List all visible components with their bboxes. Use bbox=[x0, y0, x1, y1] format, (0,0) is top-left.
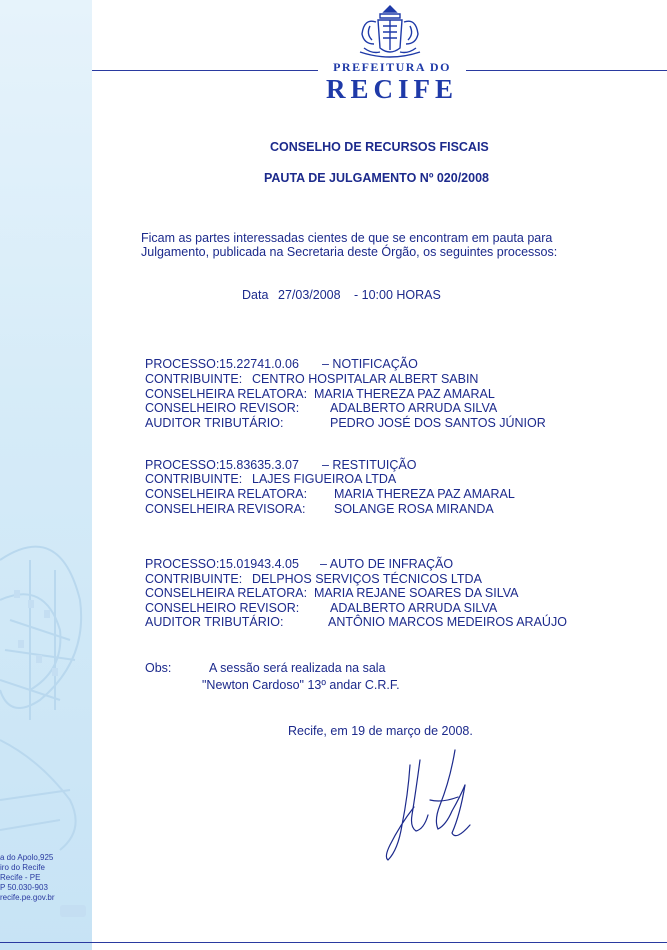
auditor-value: ANTÔNIO MARCOS MEDEIROS ARAÚJO bbox=[328, 615, 567, 629]
contribuinte-value: LAJES FIGUEIROA LTDA bbox=[252, 472, 397, 486]
revisor-label: CONSELHEIRO REVISOR: bbox=[145, 601, 300, 615]
footer-address bbox=[0, 853, 55, 903]
auditor-label: AUDITOR TRIBUTÁRIO: bbox=[145, 416, 284, 430]
processo-type: – NOTIFICAÇÃO bbox=[322, 357, 418, 371]
city-watermark bbox=[0, 0, 92, 950]
footer-line: iro do Recife bbox=[0, 863, 45, 872]
processo-label: PROCESSO: bbox=[145, 357, 220, 371]
agenda-title: PAUTA DE JULGAMENTO Nº 020/2008 bbox=[264, 171, 489, 185]
revisor-value: SOLANGE ROSA MIRANDA bbox=[334, 502, 494, 516]
footer-line: a do Apolo,925 bbox=[0, 853, 54, 862]
obs-line-2: "Newton Cardoso" 13º andar C.R.F. bbox=[202, 678, 400, 692]
processo-label: PROCESSO: bbox=[145, 458, 220, 472]
relator-label: CONSELHEIRA RELATORA: bbox=[145, 487, 308, 501]
relator-value: MARIA THEREZA PAZ AMARAL bbox=[334, 487, 515, 501]
relator-label: CONSELHEIRA RELATORA: bbox=[145, 387, 308, 401]
intro-line-2: Julgamento, publicada na Secretaria deste Órgão, os seguintes processos: bbox=[141, 245, 558, 259]
brand-recife: RECIFE bbox=[325, 74, 458, 104]
session-label: Data bbox=[242, 288, 269, 302]
session-time: - 10:00 HORAS bbox=[354, 288, 441, 302]
processo-type: – RESTITUIÇÃO bbox=[322, 458, 417, 472]
contribuinte-label: CONTRIBUINTE: bbox=[145, 572, 243, 586]
footer-rule bbox=[0, 942, 667, 943]
revisor-value: ADALBERTO ARRUDA SILVA bbox=[330, 601, 498, 615]
auditor-value: PEDRO JOSÉ DOS SANTOS JÚNIOR bbox=[330, 416, 546, 430]
contribuinte-value: CENTRO HOSPITALAR ALBERT SABIN bbox=[252, 372, 479, 386]
contribuinte-label: CONTRIBUINTE: bbox=[145, 372, 243, 386]
revisor-value: ADALBERTO ARRUDA SILVA bbox=[330, 401, 498, 415]
relator-label: CONSELHEIRA RELATORA: bbox=[145, 586, 308, 600]
obs-label: Obs: bbox=[145, 661, 172, 675]
processo-number: 15.01943.4.05 bbox=[219, 557, 299, 571]
obs-line-1: A sessão será realizada na sala bbox=[209, 661, 386, 675]
footer-line: P 50.030-903 bbox=[0, 883, 48, 892]
relator-value: MARIA REJANE SOARES DA SILVA bbox=[314, 586, 519, 600]
revisor-label: CONSELHEIRA REVISORA: bbox=[145, 502, 306, 516]
session-date: 27/03/2008 bbox=[278, 288, 341, 302]
relator-value: MARIA THEREZA PAZ AMARAL bbox=[314, 387, 495, 401]
processo-number: 15.83635.3.07 bbox=[219, 458, 299, 472]
processo-type: – AUTO DE INFRAÇÃO bbox=[320, 557, 454, 571]
footer-website: recife.pe.gov.br bbox=[0, 893, 55, 902]
coat-of-arms-logo bbox=[350, 4, 430, 60]
signature bbox=[380, 745, 490, 870]
processo-label: PROCESSO: bbox=[145, 557, 220, 571]
closing-place-date: Recife, em 19 de março de 2008. bbox=[288, 724, 473, 738]
footer-line: Recife - PE bbox=[0, 873, 41, 882]
council-title: CONSELHO DE RECURSOS FISCAIS bbox=[270, 140, 489, 154]
contribuinte-label: CONTRIBUINTE: bbox=[145, 472, 243, 486]
processo-number: 15.22741.0.06 bbox=[219, 357, 299, 371]
revisor-label: CONSELHEIRO REVISOR: bbox=[145, 401, 300, 415]
decorative-side-strip bbox=[0, 0, 92, 950]
contribuinte-value: DELPHOS SERVIÇOS TÉCNICOS LTDA bbox=[252, 572, 482, 586]
brand-prefeitura: PREFEITURA DO bbox=[318, 60, 466, 75]
intro-line-1: Ficam as partes interessadas cientes de que se encontram em pauta para bbox=[141, 231, 553, 245]
auditor-label: AUDITOR TRIBUTÁRIO: bbox=[145, 615, 284, 629]
